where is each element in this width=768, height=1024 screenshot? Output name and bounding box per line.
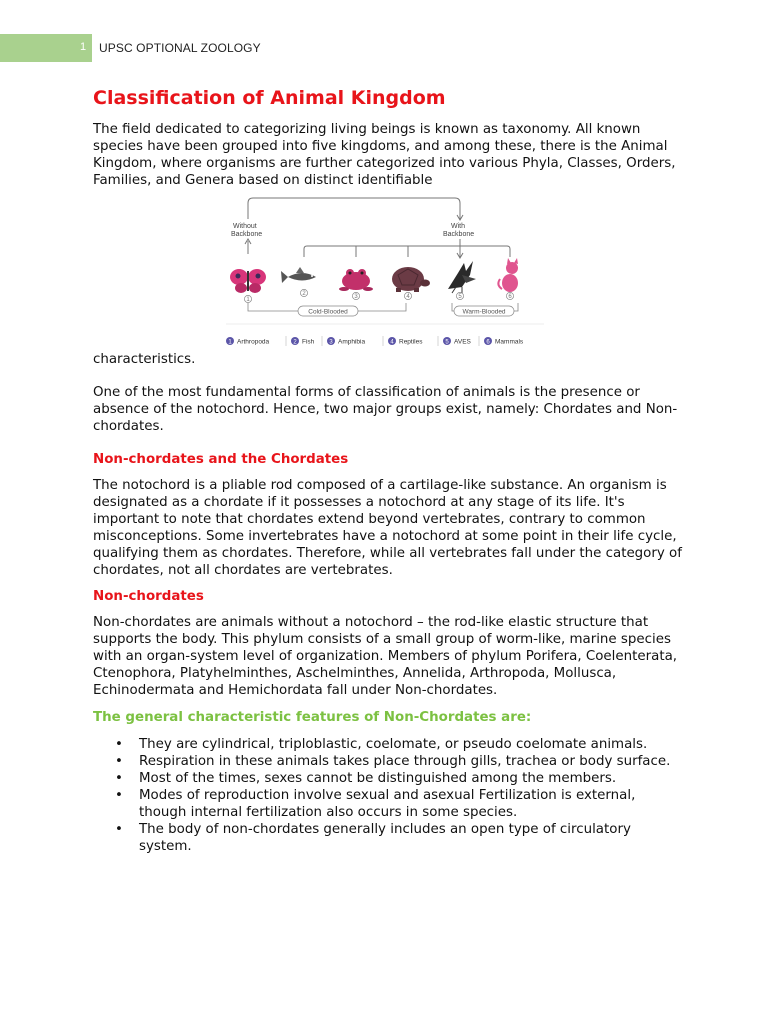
butterfly-icon <box>230 269 266 293</box>
features-heading: The general characteristic features of Non-Chordates are: <box>93 710 532 725</box>
list-item-text: The body of non-chordates generally includes an open type of circulatory system. <box>139 822 631 854</box>
notochord-paragraph: One of the most fundamental forms of classification of animals is the presence or absence of the notochord. Hence, two major groups exist, namely: Chordates and Non-chordates. <box>93 385 678 434</box>
legend-num-1: 1 <box>228 339 232 346</box>
list-item <box>93 753 683 770</box>
nonchordates-paragraph: Non-chordates are animals without a notochord – the rod-like elastic structure that supports the body. This phylum consists of a small group of worm-like, marine species with an organ-system level of organization. Members of phylum Porifera, Coelenterata, Ctenophora, Platyhelminthes, Aschelminthes, Annelida, Arthropoda, Mollusca, Echinodermata and Hemichordata fall under Non-chordates. <box>93 615 678 698</box>
bullet-icon: • <box>115 771 123 786</box>
page-header <box>0 34 768 62</box>
list-item-text: Respiration in these animals takes place through gills, trachea or body surface. <box>139 754 671 769</box>
number-2: 2 <box>302 291 306 297</box>
without-label-2: Backbone <box>231 231 263 238</box>
without-label-1: Without <box>233 223 257 230</box>
legend-label-reptiles: Reptiles <box>399 338 423 346</box>
legend-num-6: 6 <box>486 339 490 346</box>
number-1: 1 <box>246 297 250 303</box>
chordates-paragraph: The notochord is a pliable rod composed of a cartilage-like substance. An organism is designated as a chordate if it possesses a notochord at any stage of its life. It's important to note that chordates extend beyond vertebrates, contrary to common misconceptions. Some invertebrates have a notochord at some point in their life cycle, qualifying them as chordates. Therefore, while all vertebrates fall under the category of chordates, not all chordates are vertebrates. <box>93 478 682 578</box>
list-item <box>93 770 683 787</box>
legend-label-aves: AVES <box>454 338 471 346</box>
cold-blooded-label: Cold-Blooded <box>308 308 348 316</box>
list-item <box>93 787 683 821</box>
number-5: 5 <box>458 294 462 300</box>
legend-num-5: 5 <box>445 339 449 346</box>
bullet-icon: • <box>115 737 123 752</box>
legend-num-2: 2 <box>293 339 297 346</box>
with-label-1: With <box>451 223 465 230</box>
with-label-2: Backbone <box>443 231 475 238</box>
document-title: Classification of Animal Kingdom <box>93 87 446 109</box>
number-4: 4 <box>406 294 410 300</box>
list-item-text: Modes of reproduction involve sexual and asexual Fertilization is external, though internal fertilization also occurs in some species. <box>139 788 636 820</box>
classification-diagram <box>226 189 544 349</box>
legend-label-fish: Fish <box>302 338 315 346</box>
figure-legend <box>226 336 524 346</box>
section-heading-nonchordates: Non-chordates <box>93 589 204 604</box>
bullet-icon: • <box>115 822 123 837</box>
number-6: 6 <box>508 294 512 300</box>
frog-icon <box>339 269 373 291</box>
legend-label-mammals: Mammals <box>495 338 524 346</box>
legend-num-4: 4 <box>390 339 394 346</box>
list-item <box>93 821 683 855</box>
list-item-text: They are cylindrical, triploblastic, coelomate, or pseudo coelomate animals. <box>139 737 648 752</box>
features-list <box>93 736 683 855</box>
intro-paragraph: The field dedicated to categorizing living beings is known as taxonomy. All known species have been grouped into five kingdoms, and among these, there is the Animal Kingdom, where organisms are further categorized into various Phyla, Classes, Orders, Families, and Genera based on distinct identifiable <box>93 122 676 188</box>
bullet-icon: • <box>115 788 123 803</box>
intro-paragraph-tail: characteristics. <box>93 352 196 367</box>
legend-num-3: 3 <box>329 339 333 346</box>
document-body <box>93 86 683 855</box>
list-item <box>93 736 683 753</box>
legend-label-amphibia: Amphibia <box>338 338 366 346</box>
legend-label-arthropoda: Arthropoda <box>237 338 270 346</box>
list-item-text: Most of the times, sexes cannot be distinguished among the members. <box>139 771 617 786</box>
number-3: 3 <box>354 294 358 300</box>
fish-icon <box>281 267 316 283</box>
section-heading-chordates: Non-chordates and the Chordates <box>93 452 349 467</box>
bullet-icon: • <box>115 754 123 769</box>
cat-icon <box>498 258 518 292</box>
header-accent-bar <box>0 34 92 62</box>
page-number: 1 <box>80 41 87 53</box>
warm-blooded-label: Warm-Blooded <box>462 308 506 316</box>
turtle-icon <box>392 267 430 292</box>
bird-icon <box>448 261 476 293</box>
header-title: UPSC OPTIONAL ZOOLOGY <box>99 41 261 55</box>
animal-classification-figure <box>226 189 544 349</box>
